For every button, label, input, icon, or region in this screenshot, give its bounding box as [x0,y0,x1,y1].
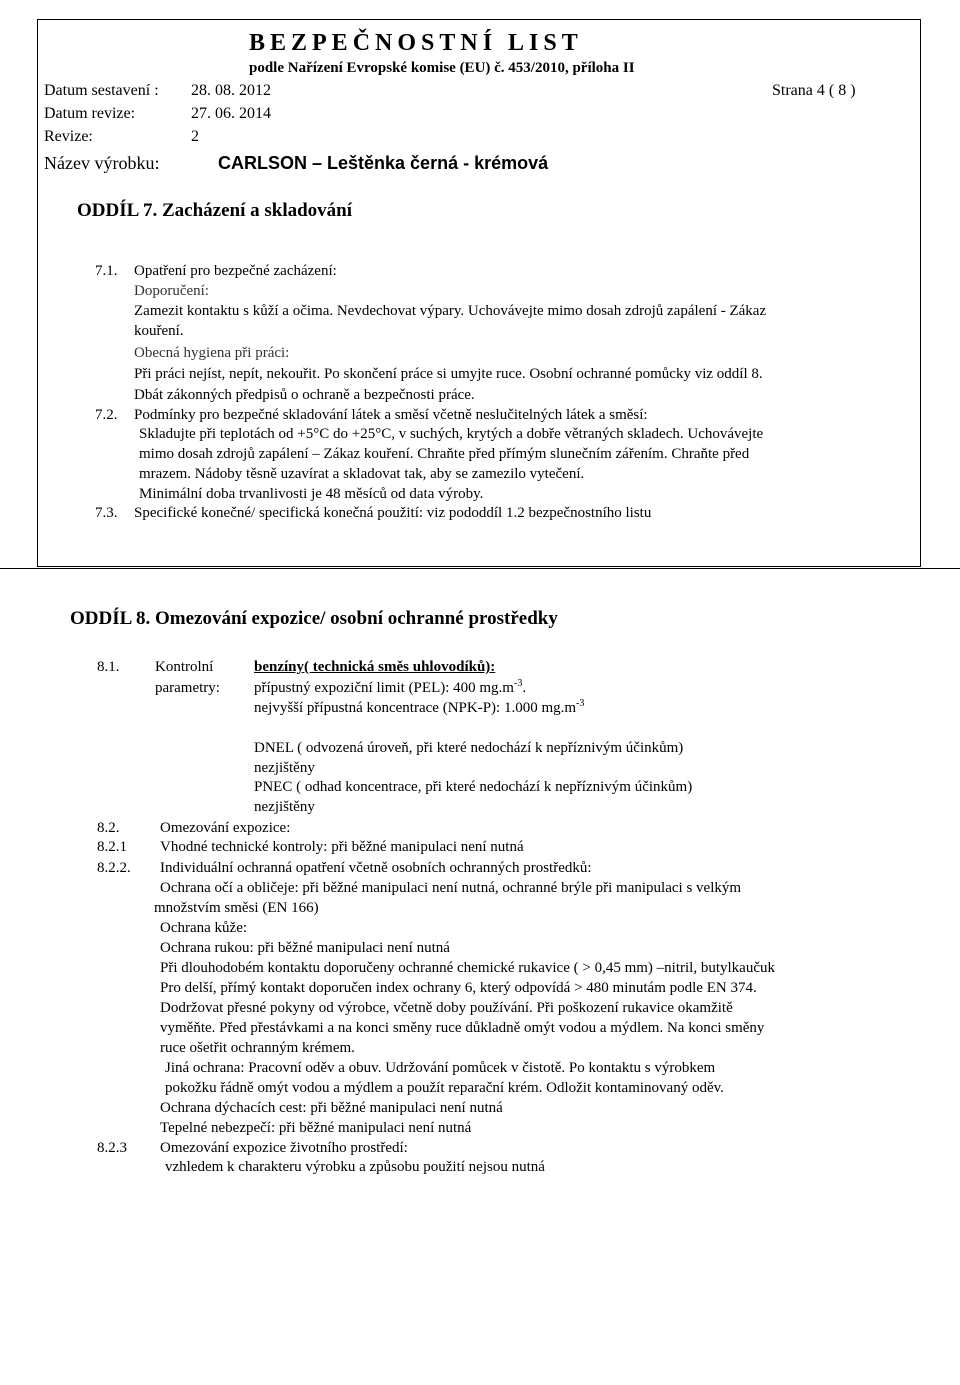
s822-line: ruce ošetřit ochranným krémem. [160,1040,355,1056]
revision-number: 2 [191,128,199,145]
section-8-heading: ODDÍL 8. Omezování expozice/ osobní ochranné prostředky [70,608,558,629]
s822-line: Jiná ochrana: Pracovní oděv a obuv. Udržování pomůcek v čistotě. Po kontaktu s výrobkem [165,1060,716,1076]
date-revised-label: Datum revize: [44,105,136,122]
s71-line: Dbát zákonných předpisů o ochraně a bezpečnosti práce. [134,387,475,403]
s822-line: Při dlouhodobém kontaktu doporučeny ochranné chemické rukavice ( > 0,45 mm) –nitril, butylkaučuk [160,960,775,976]
pnec-text: PNEC ( odhad koncentrace, při které nedochází k nepříznivým účinkům) [254,779,693,795]
s82-title: Omezování expozice: [160,820,291,836]
section-divider [0,568,960,569]
s71-title: Opatření pro bezpečné zacházení: [134,263,337,279]
date-created: 28. 08. 2012 [191,82,271,99]
s821-text: Vhodné technické kontroly: při běžné manipulaci není nutná [160,839,524,855]
dnel-value: nezjištěny [254,760,315,776]
date-revised: 27. 06. 2014 [191,105,271,122]
s822-line: množstvím směsi (EN 166) [154,900,319,916]
document-title: BEZPEČNOSTNÍ LIST [249,30,583,56]
document-subtitle: podle Nařízení Evropské komise (EU) č. 453/2010, příloha II [249,60,635,76]
s821-number: 8.2.1 [97,839,127,855]
s81-substance: benzíny( technická směs uhlovodíků): [254,659,496,675]
s822-line: Ochrana rukou: při běžné manipulaci není nutná [160,940,450,956]
s71-line: kouření. [134,323,184,339]
s822-line: Dodržovat přesné pokyny od výrobce, včetně doby používání. Při poškození rukavice okamžitě [160,1000,733,1016]
s822-line: Ochrana dýchacích cest: při běžné manipulaci není nutná [160,1100,503,1116]
s73-text: Specifické konečné/ specifická konečná použití: viz pododdíl 1.2 bezpečnostního listu [134,505,652,521]
s822-line: Pro delší, přímý kontakt doporučen index ochrany 6, který odpovídá > 480 minutám podle EN 374. [160,980,757,996]
s72-number: 7.2. [95,407,118,423]
s81-label-2: parametry: [155,680,220,696]
s72-line: mrazem. Nádoby těsně uzavírat a skladovat tak, aby se zamezilo vytečení. [139,466,585,482]
s823-text: vzhledem k charakteru výrobku a způsobu použití nejsou nutná [165,1159,545,1175]
s822-line: vyměňte. Před přestávkami a na konci směny ruce důkladně omýt vodou a mýdlem. Na konci směny [160,1020,765,1036]
s82-number: 8.2. [97,820,120,836]
date-created-label: Datum sestavení : [44,82,159,99]
page-number: Strana 4 ( 8 ) [772,82,856,99]
s81-label: Kontrolní [155,659,214,675]
s81-pel: přípustný expoziční limit (PEL): 400 $mg.m^{-3}$. [254,678,527,696]
revision-label: Revize: [44,128,93,145]
s72-line: mimo dosah zdrojů zapálení – Zákaz kouření. Chraňte před přímým slunečním zářením. Chraňte před [139,446,750,462]
section-7-heading: ODDÍL 7. Zacházení a skladování [77,200,353,221]
product-name: CARLSON – Leštěnka černá - krémová [218,153,549,173]
s72-line: Skladujte při teplotách od +5°C do +25°C, v suchých, krytých a dobře větraných skladech. Uchovávejte [139,426,764,442]
s72-title: Podmínky pro bezpečné skladování látek a směsí včetně neslučitelných látek a směsí: [134,407,648,423]
s822-title: Individuální ochranná opatření včetně osobních ochranných prostředků: [160,860,592,876]
s71-line: Zamezit kontaktu s kůží a očima. Nevdechovat výpary. Uchovávejte mimo dosah zdrojů zapálení - Zákaz [134,303,767,319]
s823-number: 8.2.3 [97,1140,127,1156]
s822-line: pokožku řádně omýt vodou a mýdlem a použít reparační krém. Odložit kontaminovaný oděv. [165,1080,724,1096]
s81-number: 8.1. [97,659,120,675]
s71-line: Obecná hygiena při práci: [134,345,290,361]
product-label: Název výrobku: [44,153,160,173]
s822-line: Tepelné nebezpečí: při běžné manipulaci není nutná [160,1120,472,1136]
s823-title: Omezování expozice životního prostředí: [160,1140,408,1156]
s822-number: 8.2.2. [97,860,131,876]
s72-line: Minimální doba trvanlivosti je 48 měsíců od data výroby. [139,486,484,502]
s71-line: Doporučení: [134,283,209,299]
s71-number: 7.1. [95,263,118,279]
pnec-value: nezjištěny [254,799,315,815]
s73-number: 7.3. [95,505,118,521]
s81-npk: nejvyšší přípustná koncentrace (NPK-P): 1.000 $mg.m^{-3}$ [254,698,585,716]
dnel-text: DNEL ( odvozená úroveň, při které nedochází k nepříznivým účinkům) [254,740,684,756]
s822-line: Ochrana očí a obličeje: při běžné manipulaci není nutná, ochranné brýle při manipulaci s velkým [160,880,742,896]
s822-line: Ochrana kůže: [160,920,248,936]
s71-line: Při práci nejíst, nepít, nekouřit. Po skončení práce si umyjte ruce. Osobní ochranné pomůcky viz oddíl 8. [134,366,763,382]
